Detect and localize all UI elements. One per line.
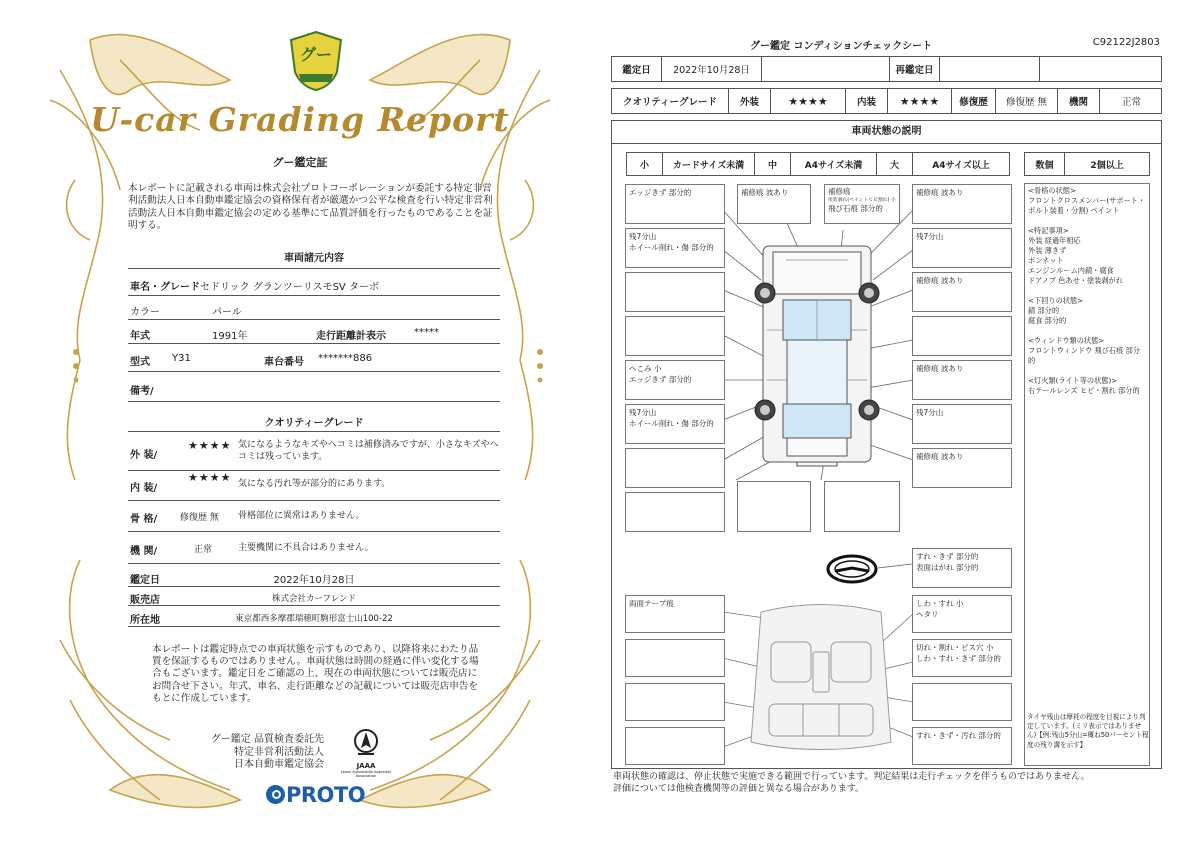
year-label: 年式 — [130, 331, 150, 342]
sheet-exterior-label: 外装 — [729, 89, 771, 113]
panel-title: 車両状態の説明 — [611, 120, 1162, 144]
size-mid-desc: A4サイズ未満 — [791, 153, 877, 175]
sheet-engine-label: 機関 — [1058, 89, 1100, 113]
goo-kantei-seal-logo — [287, 30, 345, 92]
sponsor-block — [184, 734, 324, 772]
jaaa-emblem-icon — [353, 728, 379, 762]
reinspect-value — [940, 57, 1040, 81]
intro-text: 本レポートに記載される車両は株式会社プロトコーポレーションが委託する特定非営利活動法人日本自動車鑑定協会の資格保有者が厳選かつ公平な検査を行い特定非営利活動法人日本自動車鑑定協会の定める基準にて品質評価を行ったものであることを証明する。 — [128, 183, 493, 232]
date-header-row — [611, 56, 1162, 82]
sponsor-line-3: 日本自動車鑑定協会 — [234, 759, 324, 770]
notes-under-2: 腐食 部分的 — [1028, 316, 1067, 325]
sheet-engine-value: 正常 — [1121, 97, 1141, 108]
notes-window-heading: <ウィンドウ類の状態> — [1028, 336, 1105, 345]
color-value: パール — [212, 307, 242, 318]
mileage-label: 走行距離計表示 — [316, 331, 386, 342]
exterior-desc: 気になるようなキズやヘコミは補修済みですが、小さなキズやヘコミは残っています。 — [238, 440, 499, 462]
box-right-rear-door: 補修痕 波あり — [912, 360, 1012, 400]
svg-text:グー: グー — [299, 45, 333, 64]
chassis-value: *******886 — [318, 353, 373, 364]
quality-grade-title: クオリティーグレード — [264, 418, 364, 429]
engine-row — [128, 532, 500, 564]
box-rear-left-quarter — [625, 448, 725, 488]
interior-label: 内 装/ — [130, 483, 158, 494]
box-interior-right-3 — [912, 683, 1012, 721]
sponsor-line-2: 特定非営利活動法人 — [234, 746, 324, 758]
reinspect-label: 再鑑定日 — [890, 57, 940, 81]
model-value: Y31 — [172, 353, 191, 364]
proto-mark-icon — [266, 785, 285, 804]
notes-under-1: 錆 部分的 — [1028, 306, 1060, 315]
exterior-stars: ★★★★ — [188, 439, 232, 452]
exterior-row — [128, 433, 500, 471]
certificate-title: グー鑑定証 — [272, 156, 328, 169]
box-hood: 補修痕 波あり — [737, 184, 811, 224]
model-label: 型式 — [130, 357, 150, 368]
steering-wheel-icon — [826, 554, 878, 584]
address-row — [128, 606, 500, 627]
box-front-right: 補修痕 波あり — [912, 184, 1012, 224]
notes-special-heading: <特記事項> — [1028, 226, 1069, 235]
count-label: 数個 — [1025, 153, 1065, 175]
box-front-right-tire: 残7分山 — [912, 228, 1012, 268]
size-small-desc: カードサイズ未満 — [663, 153, 755, 175]
box-interior-console — [912, 639, 1012, 677]
tire-tread-note: タイヤ残山は摩耗の程度を目視により判定しています。(ミリ表示ではありません)【例:残山5分山=概ね50パーセント程度の残り溝を示す】 — [1027, 713, 1149, 749]
report-title: U-car Grading Report — [90, 100, 510, 139]
box-front-seat-wrinkle: しわ・すれ 小 — [916, 599, 964, 608]
size-large-label: 大 — [877, 153, 913, 175]
sheet-interior-label: 内装 — [846, 89, 888, 113]
sheet-date-value: 2022年10月28日 — [662, 57, 762, 81]
box-rear-left-tire-tread: 残7分山 — [629, 408, 657, 417]
box-console-scratch: しわ・すれ・きず 部分的 — [916, 654, 1001, 663]
dealer-label: 販売店 — [130, 595, 160, 606]
notes-special-4: エンジンルーム内錆・腐食 — [1028, 266, 1114, 275]
jaaa-logo — [340, 728, 392, 778]
name-label: 車名・グレード — [130, 282, 200, 293]
footer-line-2: 評価については他検査機関等の評価と異なる場合があります。 — [613, 784, 865, 794]
color-label: カラー — [130, 307, 160, 318]
box-left-fender — [625, 272, 725, 312]
frame-row — [128, 501, 500, 532]
box-steering-peel: 表面はがれ 部分的 — [916, 563, 979, 572]
notes-window-1: フロントウィンドウ 飛び石痕 部分的 — [1028, 346, 1140, 365]
reinspect-blank — [1040, 57, 1163, 81]
box-steering — [912, 548, 1012, 588]
box-trunk — [737, 481, 811, 532]
interior-stars: ★★★★ — [188, 471, 232, 484]
year-value: 1991年 — [212, 331, 248, 342]
size-large-desc: A4サイズ以上 — [932, 160, 990, 171]
sheet-footer — [613, 771, 1173, 795]
box-rear-left-tire — [625, 404, 725, 444]
sheet-repair-label: 修復歴 — [952, 89, 996, 113]
jaaa-full: Japan Automobile Appraisal Association — [341, 770, 391, 778]
chassis-label: 車台番号 — [264, 357, 304, 368]
box-interior-left-3 — [625, 727, 725, 765]
notes-frame-text: フロントクロスメンバー(サポート・ボルト装着・分割) ペイント — [1028, 196, 1146, 215]
size-small-label: 小 — [627, 153, 663, 175]
box-interior-front-seat — [912, 595, 1012, 633]
remarks-row — [128, 372, 500, 402]
interior-desc: 気になる汚れ等が部分的にあります。 — [238, 479, 391, 489]
box-interior-rear-seat: すれ・きず・汚れ 部分的 — [912, 727, 1012, 765]
interior-row — [128, 471, 500, 501]
box-interior-left-1 — [625, 639, 725, 677]
box-left-front-door — [625, 316, 725, 356]
box-front-left-tire-wheel: ホイール削れ・傷 部分的 — [629, 243, 714, 252]
dealer-value: 株式会社カーフレンド — [271, 594, 357, 604]
dealer-row — [128, 587, 500, 606]
condition-notes — [1024, 183, 1150, 766]
sheet-repair-value: 修復歴 無 — [996, 89, 1058, 113]
frame-label: 骨 格/ — [130, 514, 158, 525]
box-front-left-tire — [625, 228, 725, 268]
box-rear-left — [625, 492, 725, 532]
proto-logo-text: PROTO — [286, 783, 366, 807]
sponsor-line-1: グー鑑定 品質検査委託先 — [210, 734, 324, 745]
disclaimer-note: 本レポートは鑑定時点での車両状態を示すものであり、以降将来にわたり品質を保証するものではありません。車両状態は時間の経過に伴い変化する場合もございます。鑑定日をご確認の上、現在の車両状態については販売店にお問合せ下さい。年式、車名、走行距離などの記載については販売店申告をもとに作成しています。 — [152, 644, 479, 704]
notes-frame-heading: <骨格の状態> — [1028, 186, 1076, 195]
box-console-cut: 切れ・割れ・ピス穴 小 — [916, 643, 994, 652]
name-value: セドリック グランツーリスモSV ターボ — [200, 282, 379, 293]
sheet-id: C92122J2803 — [1092, 37, 1160, 48]
notes-special-2: 外装 薄きず — [1028, 246, 1067, 255]
sheet-title: グー鑑定 コンディションチェックシート — [750, 41, 933, 52]
sheet-date-label: 鑑定日 — [612, 57, 662, 81]
box-right-fender: 補修痕 波あり — [912, 272, 1012, 312]
engine-label: 機 関/ — [130, 546, 158, 557]
date-value: 2022年10月28日 — [273, 575, 355, 586]
box-left-rear-door-dent: へこみ 小 — [629, 364, 662, 373]
notes-under-heading: <下回りの状態> — [1028, 296, 1084, 305]
engine-desc: 主要機関に不具合はありません。 — [238, 543, 374, 553]
year-row — [128, 320, 500, 344]
date-label: 鑑定日 — [130, 575, 160, 586]
address-label: 所在地 — [130, 615, 160, 626]
frame-value: 修復歴 無 — [180, 513, 219, 523]
spec-divider — [128, 268, 500, 269]
name-row — [128, 270, 500, 296]
box-front-glass-chip: 飛び石痕 部分的 — [828, 204, 883, 213]
notes-special-1: 外装 経過年相応 — [1028, 236, 1081, 245]
exterior-label: 外 装/ — [130, 450, 158, 461]
frame-desc: 骨格部位に異常はありません。 — [238, 511, 365, 521]
box-rear-right-quarter: 補修痕 波あり — [912, 448, 1012, 488]
quality-header-row — [611, 88, 1162, 114]
jaaa-abbr: JAAA — [356, 762, 376, 770]
sheet-quality-label: クオリティーグレード — [612, 89, 729, 113]
box-interior-left-2 — [625, 683, 725, 721]
notes-light-1: 右テールレンズ ヒビ・割れ 部分的 — [1028, 386, 1140, 395]
sheet-date-blank — [762, 57, 890, 81]
count-desc: 2個以上 — [1090, 160, 1124, 171]
notes-light-heading: <灯火類(ライト等の状態)> — [1028, 376, 1118, 385]
notes-special-5: ドアノブ 色あせ・塗装剥がれ — [1028, 276, 1123, 285]
box-left-rear-door-edge: エッジきず 部分的 — [629, 375, 692, 384]
box-front-left-tire-tread: 残7分山 — [629, 232, 657, 241]
footer-line-1: 車両状態の確認は、停止状態で実施できる範囲で行っています。判定結果は走行チェックを伴うものではありません。 — [613, 772, 1090, 782]
address-value: 東京都西多摩郡瑞穂町駒形富士山100-22 — [235, 614, 393, 624]
box-rear-left-tire-wheel: ホイール削れ・傷 部分的 — [629, 419, 714, 428]
size-mid-label: 中 — [755, 153, 791, 175]
remarks-label: 備考/ — [130, 386, 154, 397]
box-front-glass — [824, 184, 900, 224]
box-interior-dash: 両面テープ痕 — [625, 595, 725, 633]
engine-value: 正常 — [194, 545, 213, 555]
box-front-left-edge: エッジきず 部分的 — [625, 184, 725, 224]
steering-leader-line — [878, 562, 914, 572]
box-front-seat-sag: ヘタリ — [916, 610, 939, 619]
sheet-exterior-stars: ★★★★ — [771, 89, 846, 113]
date-row — [128, 566, 500, 587]
model-row — [128, 344, 500, 372]
box-front-glass-small: 塗装剥れ(ペイントヒビ割れ) 小 — [828, 198, 896, 203]
proto-logo — [266, 783, 365, 807]
size-legend — [626, 152, 1010, 176]
count-legend — [1024, 152, 1150, 176]
box-steering-scratch: すれ・きず 部分的 — [916, 552, 979, 561]
sheet-interior-stars: ★★★★ — [888, 89, 952, 113]
quality-divider — [128, 431, 500, 432]
box-left-rear-door — [625, 360, 725, 400]
box-rear-bumper — [824, 481, 900, 532]
color-row — [128, 296, 500, 320]
mileage-value: ***** — [414, 327, 439, 338]
notes-special-3: ボンネット — [1028, 256, 1064, 265]
box-front-glass-title: 補修痕 — [828, 187, 851, 196]
box-rear-right-tire: 残7分山 — [912, 404, 1012, 444]
box-right-front-door — [912, 316, 1012, 356]
spec-title: 車両諸元内容 — [284, 253, 344, 264]
